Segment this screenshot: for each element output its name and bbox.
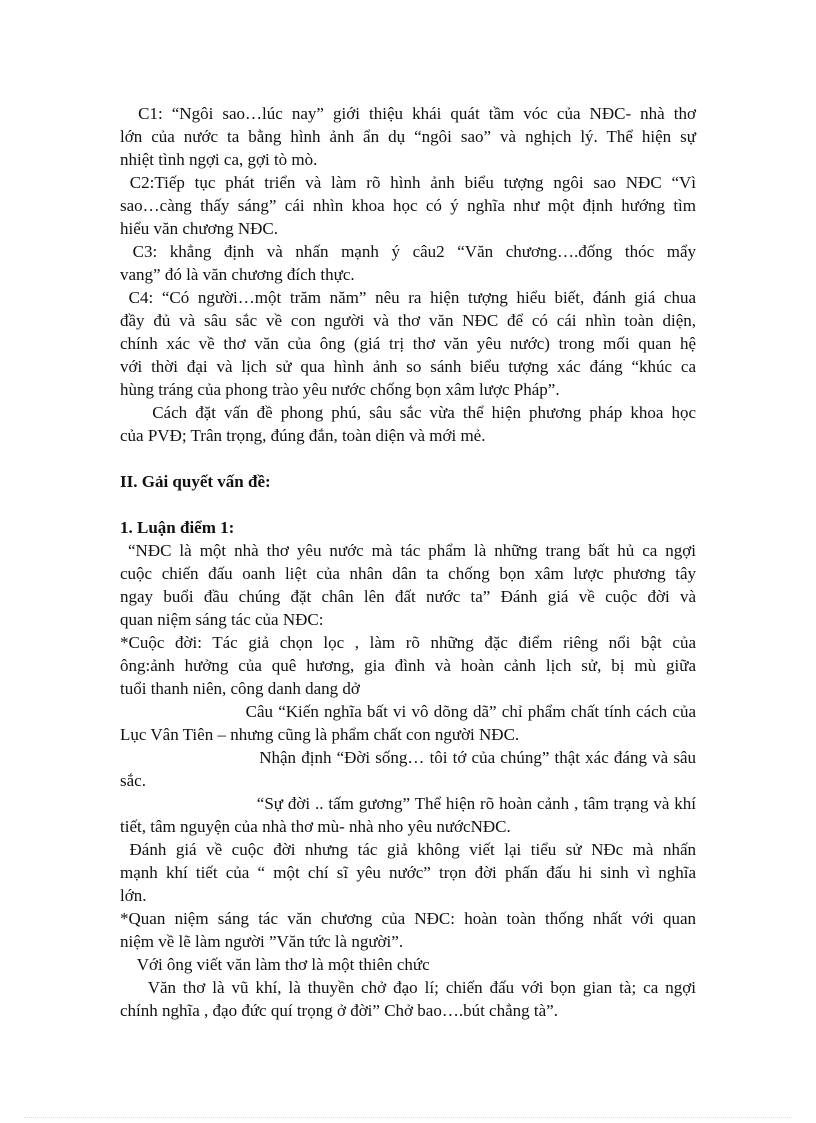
text-line: Đánh giá về cuộc đời nhưng tác giả không viết lại tiểu sử NĐc mà nhấn xyxy=(120,840,696,859)
subsection-heading: 1. Luận điểm 1: xyxy=(120,518,235,537)
text-line: nhiệt tình ngợi ca, gợi tò mò. xyxy=(120,150,318,169)
text-line: chính xác về thơ văn của ông (giá trị thơ văn yêu nước) trong mối quan hệ xyxy=(120,334,696,353)
text-line: quan niệm sáng tác của NĐC: xyxy=(120,610,324,629)
text-line: Với ông viết văn làm thơ là một thiên chức xyxy=(120,955,430,974)
text-line: niệm về lẽ làm người ”Văn tức là người”. xyxy=(120,932,404,951)
text-line: lớn. xyxy=(120,886,147,905)
text-line: Cách đặt vấn đề phong phú, sâu sắc vừa thể hiện phương pháp khoa học xyxy=(120,403,696,422)
text-line: “Sự đời .. tấm gương” Thể hiện rõ hoàn cảnh , tâm trạng và khí xyxy=(120,794,696,813)
text-line: C3: khẳng định và nhấn mạnh ý câu2 “Văn chương….đống thóc mẩy xyxy=(120,242,696,261)
text-line: Nhận định “Đời sống… tôi tớ của chúng” thật xác đáng và sâu xyxy=(120,748,696,767)
text-line: ngay buổi đầu chúng đặt chân lên đất nước ta” Đánh giá về cuộc đời và xyxy=(120,587,696,606)
text-line: Câu “Kiến nghĩa bất vi vô dõng dã” chỉ phẩm chất tính cách của xyxy=(120,702,696,721)
text-line: chính nghĩa , đạo đức quí trọng ở đời” Chở bao….bút chẳng tà”. xyxy=(120,1001,558,1020)
text-line: đầy đủ và sâu sắc về con người và thơ văn NĐC để có cái nhìn toàn diện, xyxy=(120,311,696,330)
text-line: “NĐC là một nhà thơ yêu nước mà tác phẩm là những trang bất hủ ca ngợi xyxy=(120,541,696,560)
text-line: Lục Vân Tiên – nhưng cũng là phẩm chất con người NĐC. xyxy=(120,725,520,744)
text-line: *Cuộc đời: Tác giả chọn lọc , làm rõ những đặc điểm riêng nổi bật của xyxy=(120,633,696,652)
text-line: lớn của nước ta bằng hình ảnh ẩn dụ “ngôi sao” và nghịch lý. Thể hiện sự xyxy=(120,127,696,146)
text-line: *Quan niệm sáng tác văn chương của NĐC: hoàn toàn thống nhất với quan xyxy=(120,909,696,928)
text-line: ông:ảnh hưởng của quê hương, gia đình và hoàn cảnh lịch sử, bị mù giữa xyxy=(120,656,696,675)
section-heading: II. Gải quyết vấn đề: xyxy=(120,472,271,491)
text-line: với thời đại và lịch sử qua hình ảnh so sánh biểu tượng xác đáng “khúc ca xyxy=(120,357,696,376)
text-line: sắc. xyxy=(120,771,146,790)
text-line: mạnh khí tiết của “ một chí sĩ yêu nước” trọn đời phấn đấu hi sinh vì nghĩa xyxy=(120,863,696,882)
text-line: tuổi thanh niên, công danh dang dở xyxy=(120,679,360,698)
text-line: hiểu văn chương NĐC. xyxy=(120,219,278,238)
text-line: C2:Tiếp tục phát triển và làm rõ hình ảnh biểu tượng ngôi sao NĐC “Vì xyxy=(120,173,696,192)
text-line: vang” đó là văn chương đích thực. xyxy=(120,265,355,284)
text-line: hùng tráng của phong trào yêu nước chống bọn xâm lược Pháp”. xyxy=(120,380,560,399)
text-line: C4: “Có người…một trăm năm” nêu ra hiện tượng hiểu biết, đánh giá chua xyxy=(120,288,696,307)
text-line: cuộc chiến đấu oanh liệt của nhân dân ta chống bọn xâm lược phương tây xyxy=(120,564,696,583)
text-line: C1: “Ngôi sao…lúc nay” giới thiệu khái quát tầm vóc của NĐC- nhà thơ xyxy=(120,104,696,123)
text-line: sao…càng thấy sáng” cái nhìn khoa học có ý nghĩa như một định hướng tìm xyxy=(120,196,696,215)
text-line: Văn thơ là vũ khí, là thuyền chở đạo lí; chiến đấu với bọn gian tà; ca ngợi xyxy=(120,978,696,997)
text-line: của PVĐ; Trân trọng, đúng đắn, toàn diện và mới mẻ. xyxy=(120,426,486,445)
text-line: tiết, tâm nguyện của nhà thơ mù- nhà nho yêu nướcNĐC. xyxy=(120,817,511,836)
page-bottom-rule xyxy=(24,1117,792,1118)
